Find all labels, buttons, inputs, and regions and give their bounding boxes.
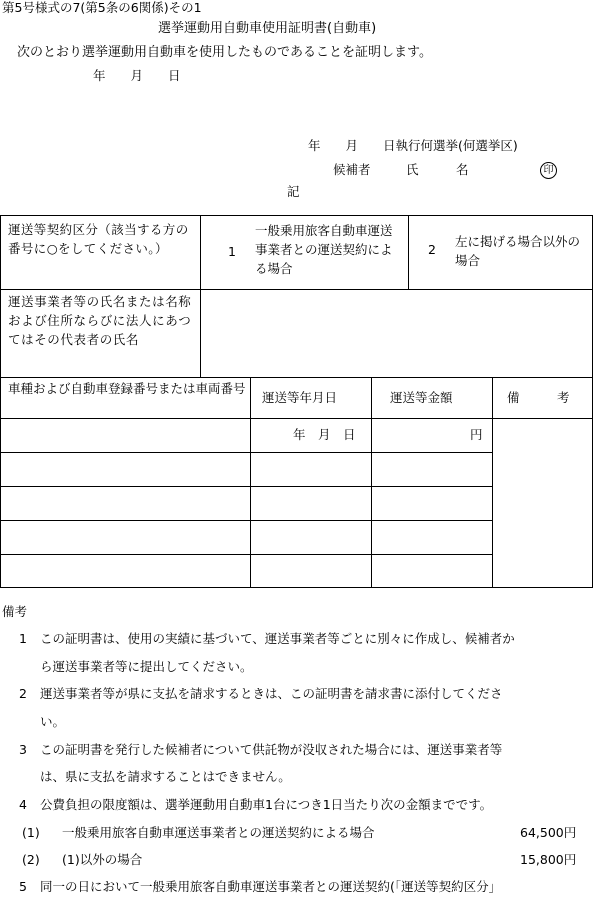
ki-label: 記 bbox=[287, 184, 300, 199]
seal-mark: 印 bbox=[540, 162, 557, 179]
contract-type-label: 運送等契約区分（該当する方の番号に○をしてください。） bbox=[8, 222, 189, 256]
col-amount-header: 運送等金額 bbox=[390, 390, 453, 405]
form-number: 第5号様式の7(第5条の6関係)その1 bbox=[2, 0, 202, 15]
operator-label: 運送事業者等の氏名または名称および住所ならびに法人にあつてはその代表者の氏名 bbox=[8, 294, 192, 347]
certification-statement: 次のとおり選挙運動用自動車を使用したものであることを証明します。 bbox=[17, 45, 432, 60]
col-vehicle-header: 車種および自動車登録番号または車両番号 bbox=[8, 381, 246, 396]
option2-text: 左に掲げる場合以外の場合 bbox=[455, 234, 581, 268]
row1-amount-unit: 円 bbox=[470, 427, 483, 442]
notes-heading: 備考 bbox=[2, 604, 28, 619]
election-line: 年 月 日執行何選挙(何選挙区) bbox=[308, 138, 518, 153]
option1-number: 1 bbox=[228, 244, 236, 259]
candidate-label: 候補者 bbox=[333, 162, 371, 177]
candidate-name-label: 氏 名 bbox=[406, 162, 469, 177]
issue-date: 年 月 日 bbox=[93, 68, 181, 83]
row1-date: 年 月 日 bbox=[293, 427, 356, 442]
col-remarks-header: 備 考 bbox=[507, 390, 570, 405]
document-title: 選挙運動用自動車使用証明書(自動車) bbox=[158, 21, 377, 36]
option2-number: 2 bbox=[428, 242, 436, 257]
option1-text: 一般乗用旅客自動車運送事業者との運送契約による場合 bbox=[255, 223, 393, 276]
col-date-header: 運送等年月日 bbox=[262, 390, 338, 405]
